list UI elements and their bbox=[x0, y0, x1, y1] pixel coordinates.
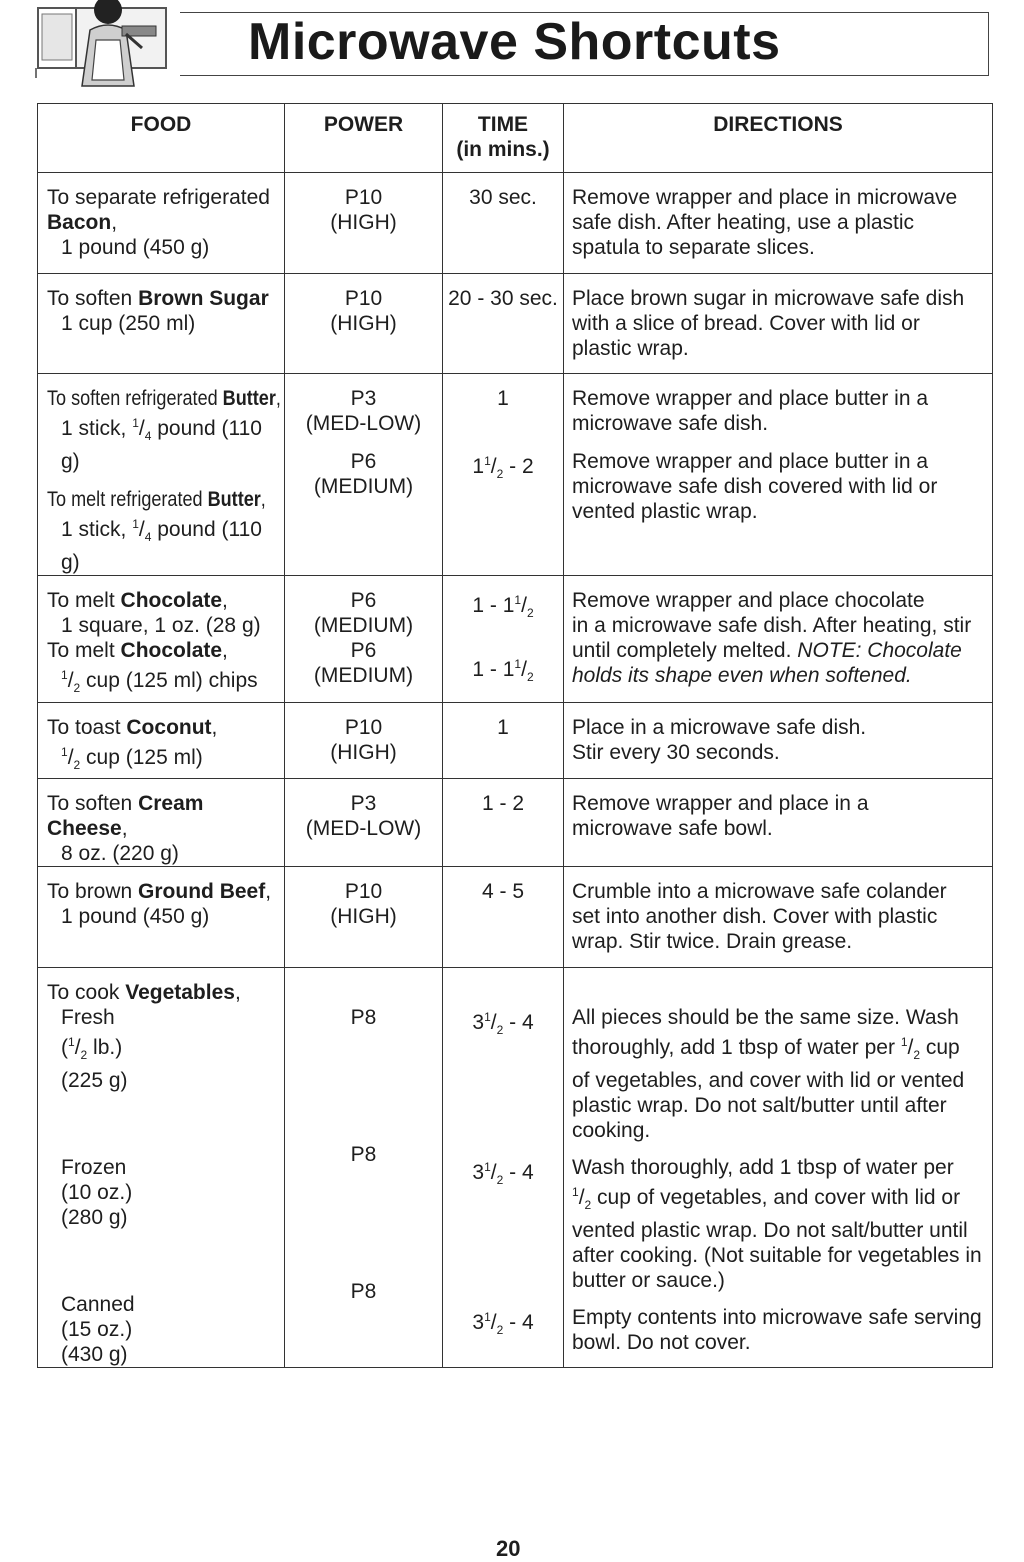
table-row-vegetables bbox=[38, 967, 993, 1367]
column-header-time: TIME (in mins.) bbox=[443, 104, 564, 173]
power-cell: P10 (HIGH) bbox=[285, 702, 443, 778]
directions-cell: Place in a microwave safe dish. Stir every 30 seconds. bbox=[564, 702, 993, 778]
table-row-cream-cheese bbox=[38, 778, 993, 866]
directions-cell: Crumble into a microwave safe colander set into another dish. Cover with plastic wrap. Stir twice. Drain grease. bbox=[564, 866, 993, 967]
time-cell: 1 bbox=[443, 702, 564, 778]
time-cell: 20 - 30 sec. bbox=[443, 274, 564, 374]
time-cell: 30 sec. bbox=[443, 173, 564, 274]
table-row-butter bbox=[38, 374, 993, 576]
page-number: 20 bbox=[496, 1536, 521, 1561]
food-cell: To soften Cream Cheese, 8 oz. (220 g) bbox=[38, 778, 285, 866]
directions-cell: All pieces should be the same size. Wash thoroughly, add 1 tbsp of water per $^1/_2$ cup of vegetables, and cover with lid or vented plastic wrap. Do not salt/butter until after cooking. Wash thoroughly, add 1 tbsp of water per $^1/_2$ cup of vegetables, and cover with lid or vented plastic wrap. Do not salt/butter until after cooking. (Not suitable for vegetables in butter or sauce.) Empty contents into microwave safe serving bowl. Do not cover. bbox=[564, 967, 993, 1367]
food-cell: To melt Chocolate, 1 square, 1 oz. (28 g) To melt Chocolate, $^1/_2$ cup (125 ml) chips bbox=[38, 576, 285, 702]
time-cell: 4 - 5 bbox=[443, 866, 564, 967]
food-cell: To brown Ground Beef, 1 pound (450 g) bbox=[38, 866, 285, 967]
page-title: Microwave Shortcuts bbox=[248, 13, 781, 71]
food-cell: To separate refrigerated Bacon, 1 pound (450 g) bbox=[38, 173, 285, 274]
table-row-chocolate bbox=[38, 576, 993, 702]
directions-cell: Place brown sugar in microwave safe dish with a slice of bread. Cover with lid or plastic wrap. bbox=[564, 274, 993, 374]
power-cell: P3 (MED-LOW) P6 (MEDIUM) bbox=[285, 374, 443, 576]
power-cell: P3 (MED-LOW) bbox=[285, 778, 443, 866]
power-cell: P10 (HIGH) bbox=[285, 866, 443, 967]
chef-illustration bbox=[30, 0, 180, 92]
table-row-brown-sugar bbox=[38, 274, 993, 374]
time-cell: 1 $1^1/_2 - 2$ bbox=[443, 374, 564, 576]
time-cell: $3^1/_2 - 4$ $3^1/_2 - 4$ $3^1/_2 - 4$ bbox=[443, 967, 564, 1367]
time-cell: $1 - 1^1/_2$ $1 - 1^1/_2$ bbox=[443, 576, 564, 702]
directions-cell: Remove wrapper and place chocolate in a microwave safe dish. After heating, stir until completely melted. NOTE: Chocolate holds its shape even when softened. bbox=[564, 576, 993, 702]
table-row-ground-beef bbox=[38, 866, 993, 967]
food-cell: To toast Coconut, $^1/_2$ cup (125 ml) bbox=[38, 702, 285, 778]
shortcuts-table bbox=[37, 103, 993, 1368]
column-header-power: POWER bbox=[285, 104, 443, 173]
food-cell: To soften refrigerated Butter, 1 stick, $^1/_4$ pound (110 g) To melt refrigerated Butter, 1 stick, $^1/_4$ pound (110 g) bbox=[38, 374, 285, 576]
directions-cell: Remove wrapper and place butter in a microwave safe dish. Remove wrapper and place butter in a microwave safe dish covered with lid or vented plastic wrap. bbox=[564, 374, 993, 576]
power-cell: P10 (HIGH) bbox=[285, 274, 443, 374]
table-header-row bbox=[38, 104, 993, 173]
time-cell: 1 - 2 bbox=[443, 778, 564, 866]
food-cell: To soften Brown Sugar 1 cup (250 ml) bbox=[38, 274, 285, 374]
power-cell: P10 (HIGH) bbox=[285, 173, 443, 274]
column-header-food: FOOD bbox=[38, 104, 285, 173]
food-cell: To cook Vegetables, Fresh ($^1/_2$ lb.) (225 g) Frozen (10 oz.) (280 g) Canned (15 oz.) (430 g) bbox=[38, 967, 285, 1367]
directions-cell: Remove wrapper and place in a microwave safe bowl. bbox=[564, 778, 993, 866]
table-row-bacon bbox=[38, 173, 993, 274]
power-cell: P8 P8 P8 bbox=[285, 967, 443, 1367]
column-header-directions: DIRECTIONS bbox=[564, 104, 993, 173]
table-row-coconut bbox=[38, 702, 993, 778]
power-cell: P6 (MEDIUM) P6 (MEDIUM) bbox=[285, 576, 443, 702]
directions-cell: Remove wrapper and place in microwave safe dish. After heating, use a plastic spatula to separate slices. bbox=[564, 173, 993, 274]
